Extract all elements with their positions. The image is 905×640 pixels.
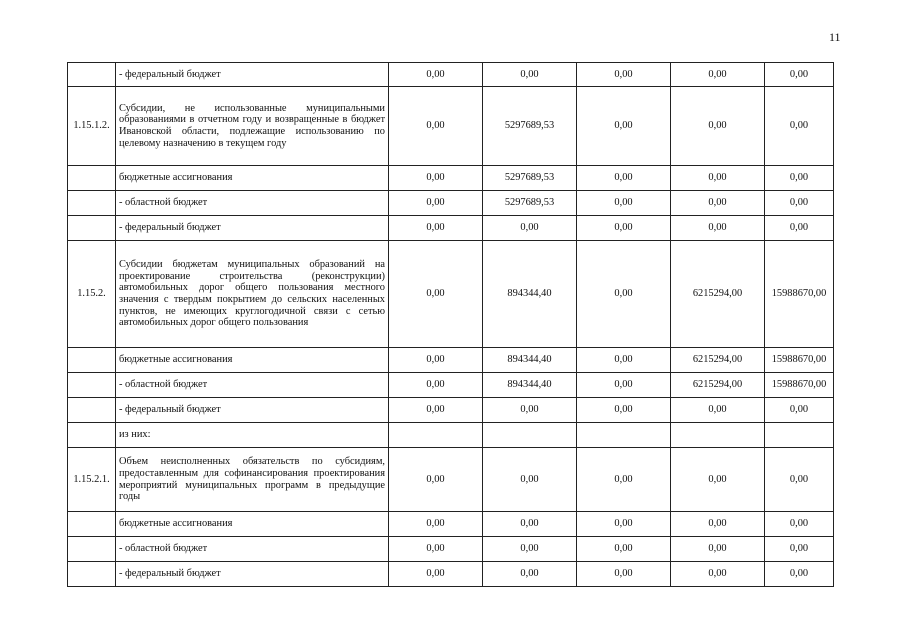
- value-cell: 0,00: [389, 512, 483, 537]
- value-cell: 0,00: [577, 562, 671, 587]
- row-code: 1.15.2.1.: [68, 448, 116, 512]
- row-code: [68, 398, 116, 423]
- value-cell: 0,00: [765, 398, 834, 423]
- value-cell: 0,00: [671, 448, 765, 512]
- value-cell: 0,00: [483, 448, 577, 512]
- value-cell: 894344,40: [483, 241, 577, 348]
- table-row: [68, 512, 834, 537]
- value-cell: 0,00: [577, 216, 671, 241]
- value-cell: 0,00: [765, 216, 834, 241]
- value-cell: 0,00: [389, 448, 483, 512]
- value-cell: 0,00: [483, 537, 577, 562]
- row-code: [68, 166, 116, 191]
- value-cell: 0,00: [577, 448, 671, 512]
- value-cell: 0,00: [483, 63, 577, 87]
- table-row: [68, 216, 834, 241]
- row-description: - областной бюджет: [116, 537, 389, 562]
- row-description: бюджетные ассигнования: [116, 512, 389, 537]
- table-row: [68, 191, 834, 216]
- value-cell: 0,00: [671, 166, 765, 191]
- row-code: [68, 191, 116, 216]
- value-cell: 0,00: [765, 166, 834, 191]
- row-code: [68, 537, 116, 562]
- table-row: [68, 241, 834, 348]
- row-description: из них:: [116, 423, 389, 448]
- value-cell: [483, 423, 577, 448]
- value-cell: 0,00: [671, 512, 765, 537]
- table-row: [68, 166, 834, 191]
- value-cell: [765, 423, 834, 448]
- value-cell: 0,00: [389, 166, 483, 191]
- value-cell: 0,00: [389, 398, 483, 423]
- value-cell: 0,00: [389, 87, 483, 166]
- value-cell: 0,00: [671, 398, 765, 423]
- value-cell: 0,00: [389, 348, 483, 373]
- row-description: - областной бюджет: [116, 191, 389, 216]
- value-cell: 0,00: [483, 512, 577, 537]
- table-row: [68, 373, 834, 398]
- budget-table: [67, 62, 834, 587]
- row-description: Субсидии, не использованные муниципальными образованиями в отчетном году и возвращенные в бюджет Ивановской области, подлежащие использованию по целевому назначению в текущем году: [116, 87, 389, 166]
- value-cell: 15988670,00: [765, 348, 834, 373]
- value-cell: 0,00: [765, 87, 834, 166]
- row-code: [68, 373, 116, 398]
- value-cell: 0,00: [483, 216, 577, 241]
- value-cell: 0,00: [389, 63, 483, 87]
- value-cell: 0,00: [671, 562, 765, 587]
- value-cell: 6215294,00: [671, 241, 765, 348]
- value-cell: 0,00: [577, 512, 671, 537]
- value-cell: 0,00: [389, 191, 483, 216]
- value-cell: 6215294,00: [671, 373, 765, 398]
- value-cell: 0,00: [577, 191, 671, 216]
- value-cell: 5297689,53: [483, 166, 577, 191]
- row-description: - федеральный бюджет: [116, 216, 389, 241]
- value-cell: 0,00: [765, 537, 834, 562]
- value-cell: 0,00: [483, 562, 577, 587]
- row-description: бюджетные ассигнования: [116, 166, 389, 191]
- value-cell: 0,00: [577, 87, 671, 166]
- value-cell: 0,00: [765, 512, 834, 537]
- row-description: - областной бюджет: [116, 373, 389, 398]
- row-code: [68, 63, 116, 87]
- row-code: [68, 216, 116, 241]
- value-cell: 0,00: [671, 216, 765, 241]
- value-cell: 0,00: [389, 373, 483, 398]
- value-cell: [577, 423, 671, 448]
- value-cell: 15988670,00: [765, 373, 834, 398]
- row-description: Субсидии бюджетам муниципальных образований на проектирование строительства (реконструкции) автомобильных дорог общего пользования местного значения с твердым покрытием до сельских населенных пунктов, не имеющих круглогодичной связи с сетью автомобильных дорог общего пользования: [116, 241, 389, 348]
- table-row: [68, 398, 834, 423]
- table-row: [68, 348, 834, 373]
- value-cell: 6215294,00: [671, 348, 765, 373]
- value-cell: 0,00: [577, 63, 671, 87]
- value-cell: 0,00: [577, 373, 671, 398]
- value-cell: 0,00: [671, 191, 765, 216]
- value-cell: 0,00: [389, 216, 483, 241]
- value-cell: 0,00: [765, 448, 834, 512]
- value-cell: 894344,40: [483, 373, 577, 398]
- value-cell: 0,00: [671, 63, 765, 87]
- value-cell: 0,00: [765, 562, 834, 587]
- value-cell: [389, 423, 483, 448]
- table-row: [68, 423, 834, 448]
- row-code: [68, 512, 116, 537]
- value-cell: 0,00: [671, 87, 765, 166]
- page-number: 11: [829, 30, 841, 44]
- row-code: [68, 348, 116, 373]
- table-row: [68, 537, 834, 562]
- value-cell: 5297689,53: [483, 87, 577, 166]
- value-cell: 0,00: [671, 537, 765, 562]
- row-description: - федеральный бюджет: [116, 562, 389, 587]
- table-row: [68, 448, 834, 512]
- row-description: - федеральный бюджет: [116, 63, 389, 87]
- value-cell: 0,00: [577, 241, 671, 348]
- row-description: Объем неисполненных обязательств по субсидиям, предоставленным для софинансирования проектирования мероприятий муниципальных программ в предыдущие годы: [116, 448, 389, 512]
- value-cell: 15988670,00: [765, 241, 834, 348]
- row-code: [68, 562, 116, 587]
- row-description: бюджетные ассигнования: [116, 348, 389, 373]
- value-cell: 0,00: [577, 348, 671, 373]
- value-cell: 0,00: [765, 63, 834, 87]
- value-cell: 0,00: [389, 537, 483, 562]
- table-row: [68, 63, 834, 87]
- value-cell: 0,00: [577, 398, 671, 423]
- value-cell: 0,00: [577, 537, 671, 562]
- value-cell: 894344,40: [483, 348, 577, 373]
- row-code: 1.15.1.2.: [68, 87, 116, 166]
- row-description: - федеральный бюджет: [116, 398, 389, 423]
- table-row: [68, 562, 834, 587]
- table-row: [68, 87, 834, 166]
- value-cell: [671, 423, 765, 448]
- value-cell: 0,00: [577, 166, 671, 191]
- value-cell: 0,00: [389, 241, 483, 348]
- value-cell: 0,00: [389, 562, 483, 587]
- value-cell: 0,00: [483, 398, 577, 423]
- row-code: [68, 423, 116, 448]
- row-code: 1.15.2.: [68, 241, 116, 348]
- value-cell: 0,00: [765, 191, 834, 216]
- value-cell: 5297689,53: [483, 191, 577, 216]
